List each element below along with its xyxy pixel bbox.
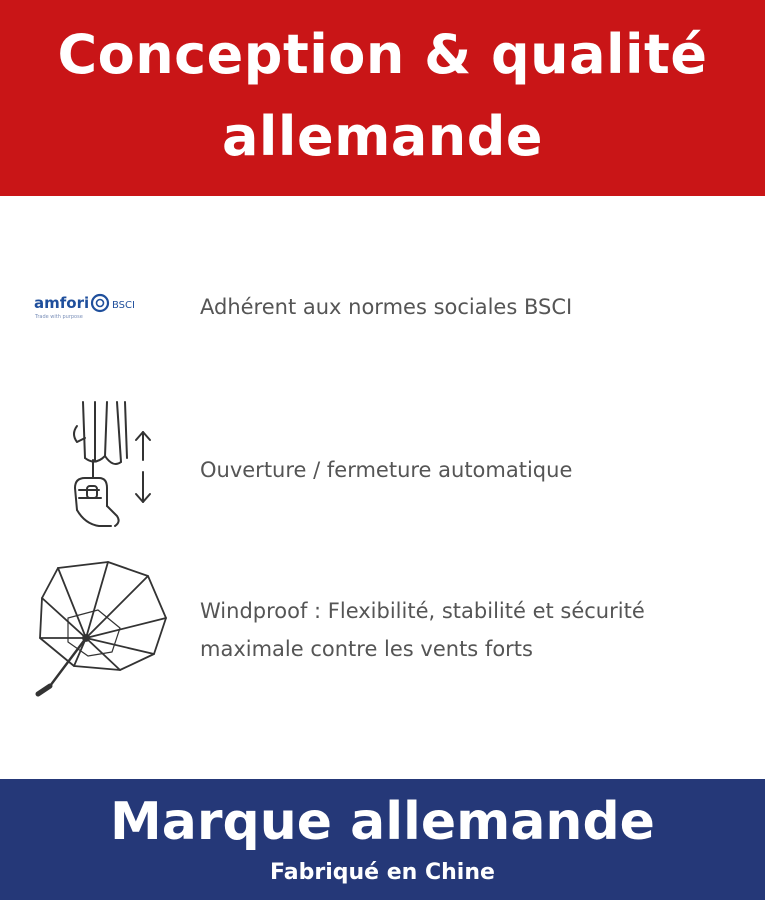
feature-bsci — [0, 276, 765, 336]
footer-subtitle: Fabriqué en Chine — [270, 860, 495, 885]
amfori-bsci-logo-icon — [34, 290, 174, 324]
windproof-umbrella-icon — [28, 558, 178, 700]
footer-banner — [0, 779, 765, 900]
amfori-logo-text: amfori — [34, 294, 90, 312]
feature-automatic — [0, 396, 765, 541]
header-title-line1: Conception & qualité — [57, 23, 708, 86]
header-title-line2: allemande — [221, 105, 543, 168]
feature-bsci-text: Adhérent aux normes sociales BSCI — [200, 295, 573, 319]
amfori-tagline: Trade with purpose — [35, 314, 83, 320]
header-banner — [0, 0, 765, 196]
feature-windproof-text-line2: maximale contre les vents forts — [200, 637, 533, 661]
footer-title: Marque allemande — [110, 792, 655, 852]
automatic-open-close-icon — [55, 398, 165, 538]
bsci-logo-text: BSCI — [112, 300, 135, 311]
feature-windproof-text — [200, 592, 740, 668]
feature-windproof — [0, 558, 765, 703]
feature-list — [0, 196, 765, 779]
feature-automatic-text: Ouverture / fermeture automatique — [200, 458, 573, 482]
feature-windproof-text-line1: Windproof : Flexibilité, stabilité et sécurité — [200, 599, 645, 623]
